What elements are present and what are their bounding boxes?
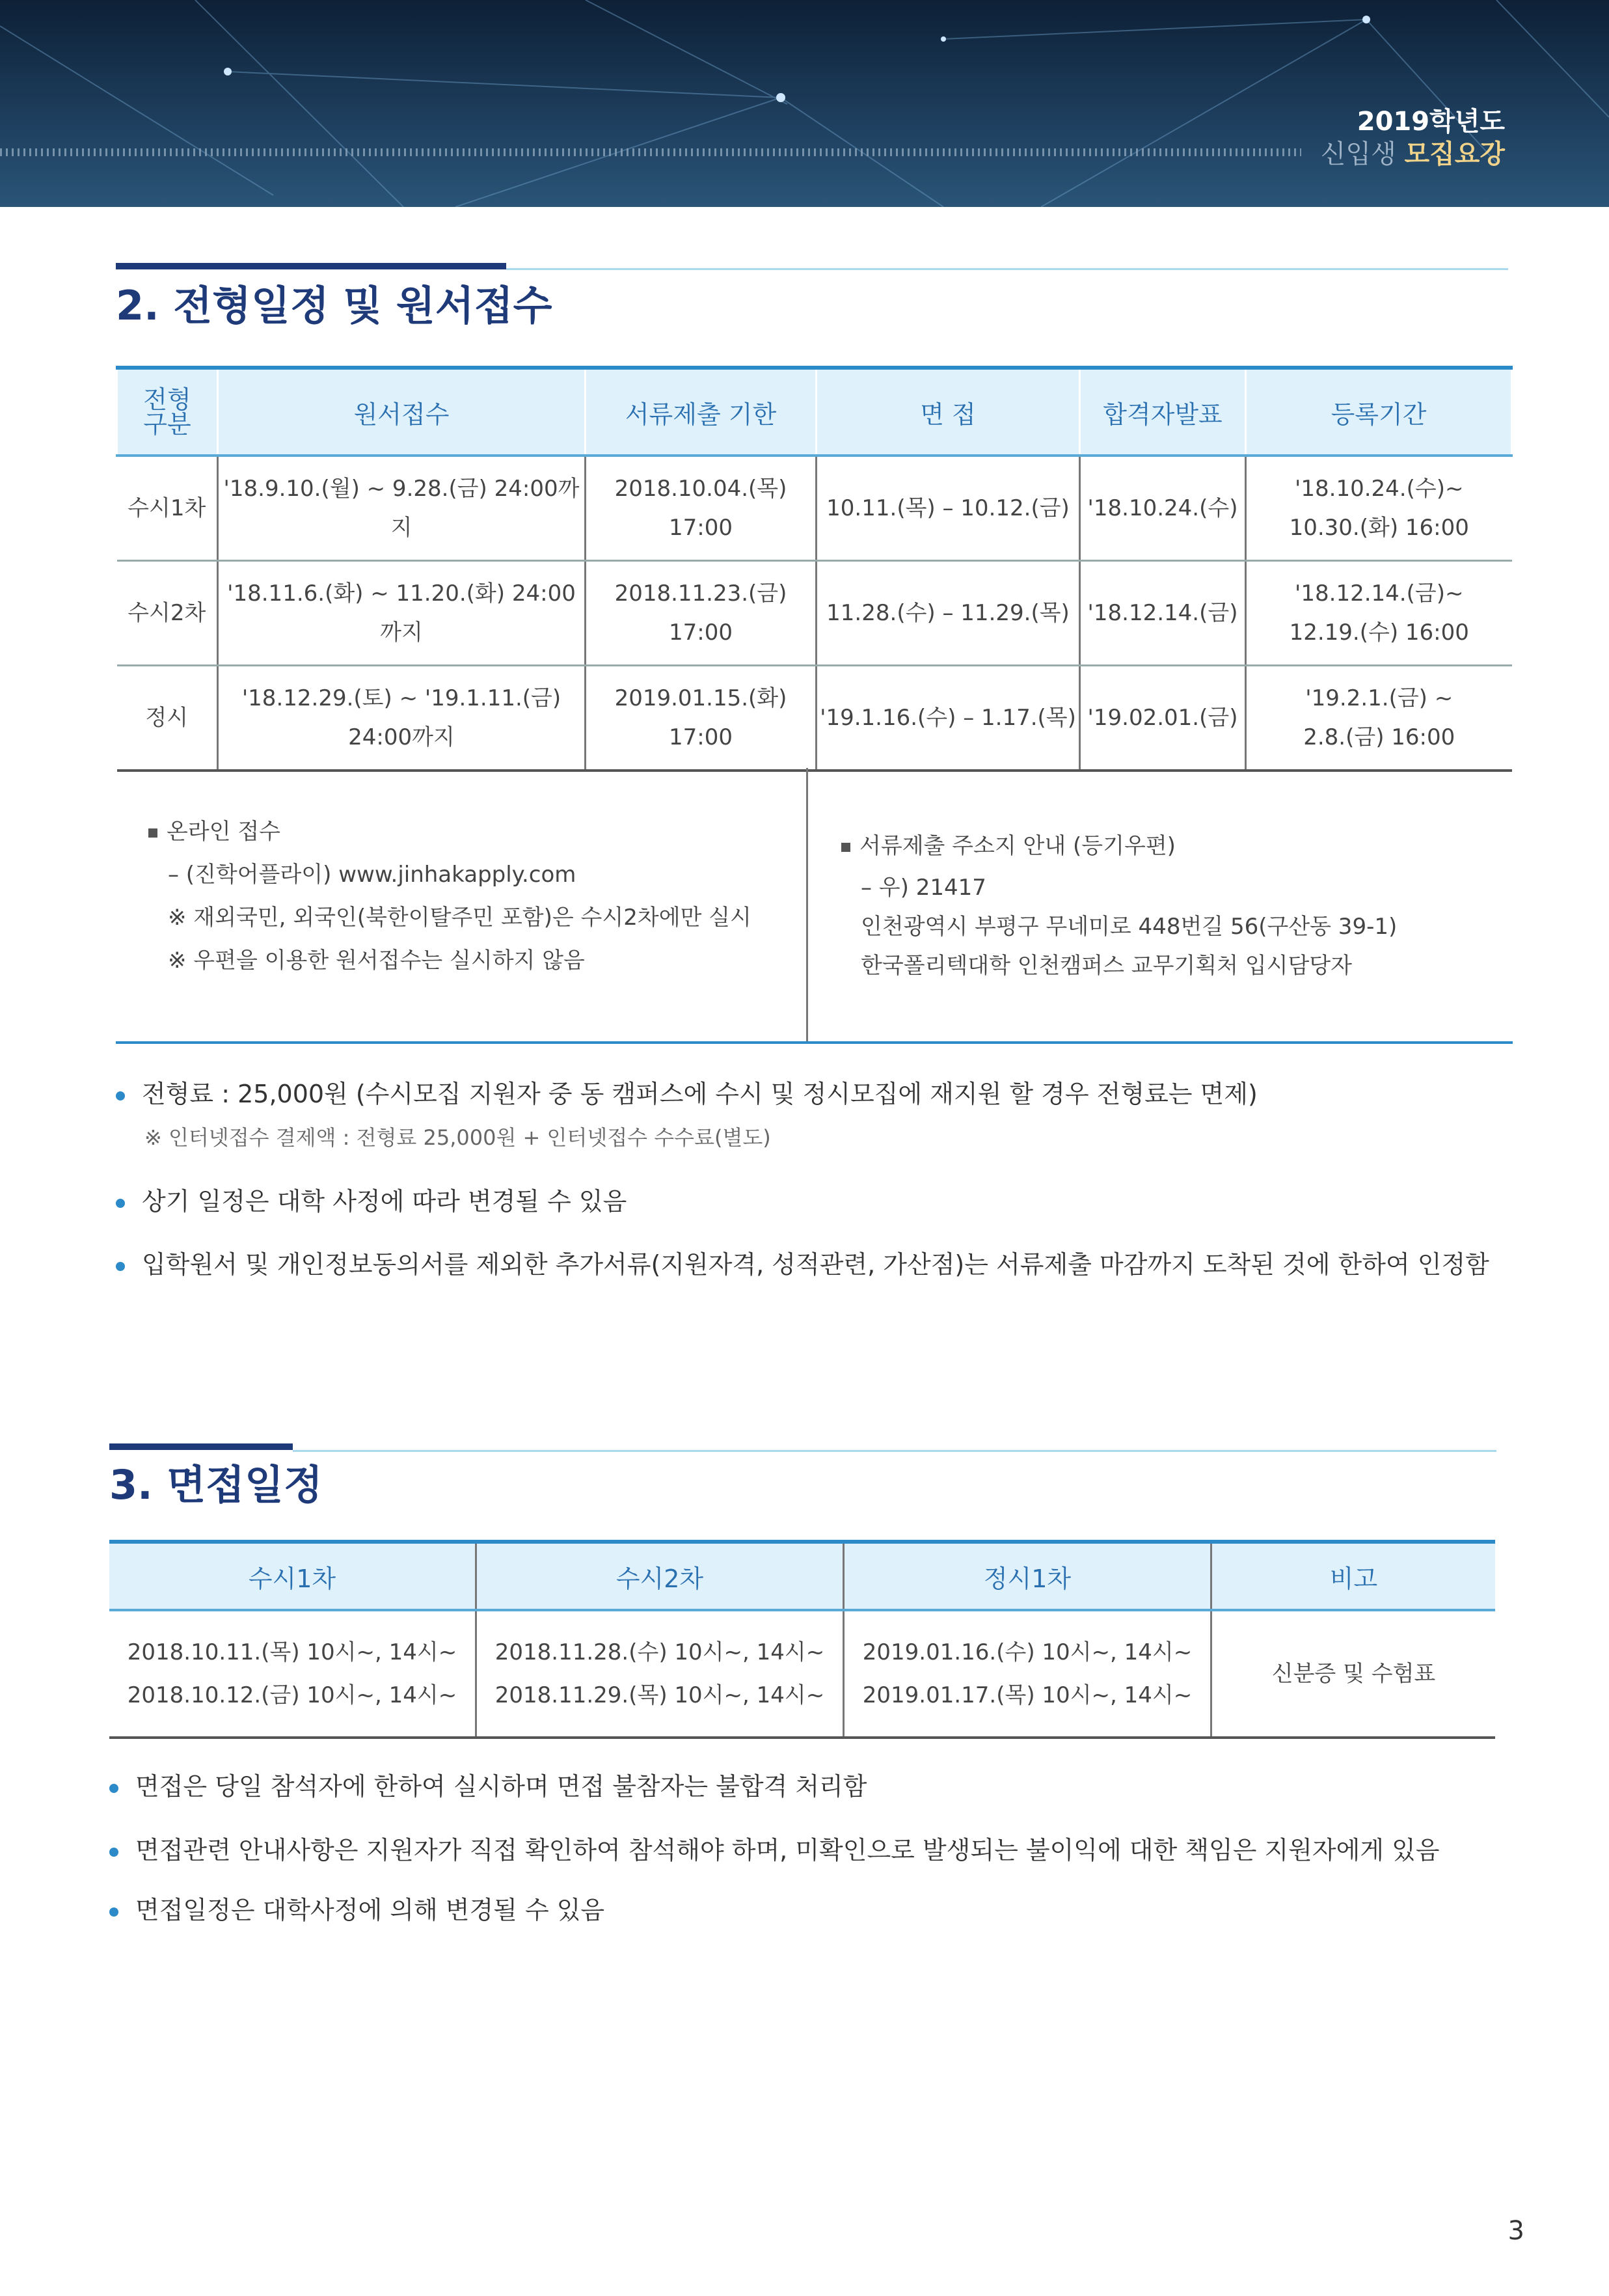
schedule-header-row	[117, 368, 1512, 456]
cell: '18.12.14.(금)	[1080, 561, 1246, 666]
bullet-dot-icon	[109, 1784, 118, 1793]
cell: 2018.11.28.(수) 10시~, 14시~ 2018.11.29.(목) 10시~, 14시~	[476, 1610, 844, 1738]
cell: '18.12.14.(금)~ 12.19.(수) 16:00	[1246, 561, 1512, 666]
col-application: 원서접수	[218, 368, 586, 456]
col-type: 전형 구분	[117, 368, 218, 456]
dotted-stripe	[0, 148, 1301, 156]
cell: '19.1.16.(수) – 1.17.(목)	[817, 666, 1080, 771]
cell: 정시	[117, 666, 218, 771]
table-row	[109, 1610, 1495, 1738]
cell: 신분증 및 수험표	[1211, 1610, 1496, 1738]
section2-accent	[116, 263, 506, 269]
notes-divider	[806, 768, 808, 1041]
col-documents: 서류제출 기한	[586, 368, 817, 456]
header-year: 2019학년도	[1357, 107, 1505, 137]
online-heading: 온라인 접수	[148, 813, 280, 845]
header-title-bold: 모집요강	[1404, 139, 1505, 169]
online-url: – (진학어플라이) www.jinhakapply.com	[168, 862, 576, 888]
bullet-dot-icon	[109, 1907, 118, 1917]
cell: 11.28.(수) – 11.29.(목)	[817, 561, 1080, 666]
cell: '18.10.24.(수)~ 10.30.(화) 16:00	[1246, 456, 1512, 561]
col-early1: 수시1차	[109, 1542, 476, 1610]
bullet-dot-icon	[116, 1199, 125, 1208]
table-row	[117, 666, 1512, 771]
online-note1: ※ 재외국민, 외국인(북한이탈주민 포함)은 수시2차에만 실시	[168, 905, 751, 931]
header-title	[1321, 133, 1505, 171]
section2-title: 2. 전형일정 및 원서접수	[116, 282, 552, 329]
bullet-dot-icon	[116, 1262, 125, 1271]
bullet-interview-attend: 면접은 당일 참석자에 한하여 실시하며 면접 불참자는 불합격 처리함	[109, 1766, 867, 1802]
cell: '18.11.6.(화) ~ 11.20.(화) 24:00까지	[218, 561, 586, 666]
fee-note: ※ 인터넷접수 결제액 : 전형료 25,000원 + 인터넷접수 수수료(별도)	[144, 1125, 771, 1150]
col-registration: 등록기간	[1246, 368, 1512, 456]
cell: '18.10.24.(수)	[1080, 456, 1246, 561]
bullet-interview-change: 면접일정은 대학사정에 의해 변경될 수 있음	[109, 1890, 604, 1926]
cell: '19.2.1.(금) ~ 2.8.(금) 16:00	[1246, 666, 1512, 771]
mail-address: 인천광역시 부평구 무네미로 448번길 56(구산동 39-1)	[861, 914, 1398, 940]
col-early2: 수시2차	[476, 1542, 844, 1610]
col-result: 합격자발표	[1080, 368, 1246, 456]
cell: 2018.11.23.(금) 17:00	[586, 561, 817, 666]
bullet-schedule-change: 상기 일정은 대학 사정에 따라 변경될 수 있음	[116, 1181, 627, 1217]
mail-postcode: – 우) 21417	[861, 875, 986, 901]
section2-rule	[506, 268, 1508, 270]
cell: 2018.10.11.(목) 10시~, 14시~ 2018.10.12.(금) 10시~, 14시~	[109, 1610, 476, 1738]
square-bullet-icon	[841, 843, 850, 852]
notes-box	[116, 768, 1513, 1044]
table-row	[117, 456, 1512, 561]
cell: 10.11.(목) – 10.12.(금)	[817, 456, 1080, 561]
cell: 2019.01.16.(수) 10시~, 14시~ 2019.01.17.(목) 10시~, 14시~	[844, 1610, 1211, 1738]
square-bullet-icon	[148, 828, 157, 838]
mail-recipient: 한국폴리텍대학 인천캠퍼스 교무기획처 입시담당자	[861, 953, 1352, 979]
table-row	[117, 561, 1512, 666]
cell: 2019.01.15.(화) 17:00	[586, 666, 817, 771]
interview-table	[109, 1540, 1495, 1739]
cell: '18.12.29.(토) ~ '19.1.11.(금) 24:00까지	[218, 666, 586, 771]
col-remarks: 비고	[1211, 1542, 1496, 1610]
page-number: 3	[1508, 2216, 1524, 2246]
schedule-table	[116, 366, 1513, 772]
section3-title: 3. 면접일정	[109, 1461, 323, 1509]
cell: 수시1차	[117, 456, 218, 561]
cell: '18.9.10.(월) ~ 9.28.(금) 24:00까지	[218, 456, 586, 561]
col-interview: 면 접	[817, 368, 1080, 456]
header-title-plain: 신입생	[1320, 139, 1396, 169]
bullet-dot-icon	[109, 1848, 118, 1857]
mail-heading: 서류제출 주소지 안내 (등기우편)	[841, 828, 1176, 860]
bullet-interview-info: 면접관련 안내사항은 지원자가 직접 확인하여 참석해야 하며, 미확인으로 발생되는 불이익에 대한 책임은 지원자에게 있음	[109, 1830, 1440, 1866]
bullet-fee: 전형료 : 25,000원 (수시모집 지원자 중 동 캠퍼스에 수시 및 정시모집에 재지원 할 경우 전형료는 면제)	[116, 1074, 1258, 1110]
header-banner	[0, 0, 1609, 207]
interview-header-row	[109, 1542, 1495, 1610]
bullet-documents: 입학원서 및 개인정보동의서를 제외한 추가서류(지원자격, 성적관련, 가산점)는 서류제출 마감까지 도착된 것에 한하여 인정함	[116, 1244, 1489, 1280]
online-note2: ※ 우편을 이용한 원서접수는 실시하지 않음	[168, 948, 585, 974]
cell: 수시2차	[117, 561, 218, 666]
section3-accent	[109, 1443, 293, 1450]
cell: 2018.10.04.(목) 17:00	[586, 456, 817, 561]
bullet-dot-icon	[116, 1091, 125, 1100]
section3-rule	[293, 1450, 1496, 1452]
col-regular1: 정시1차	[844, 1542, 1211, 1610]
cell: '19.02.01.(금)	[1080, 666, 1246, 771]
